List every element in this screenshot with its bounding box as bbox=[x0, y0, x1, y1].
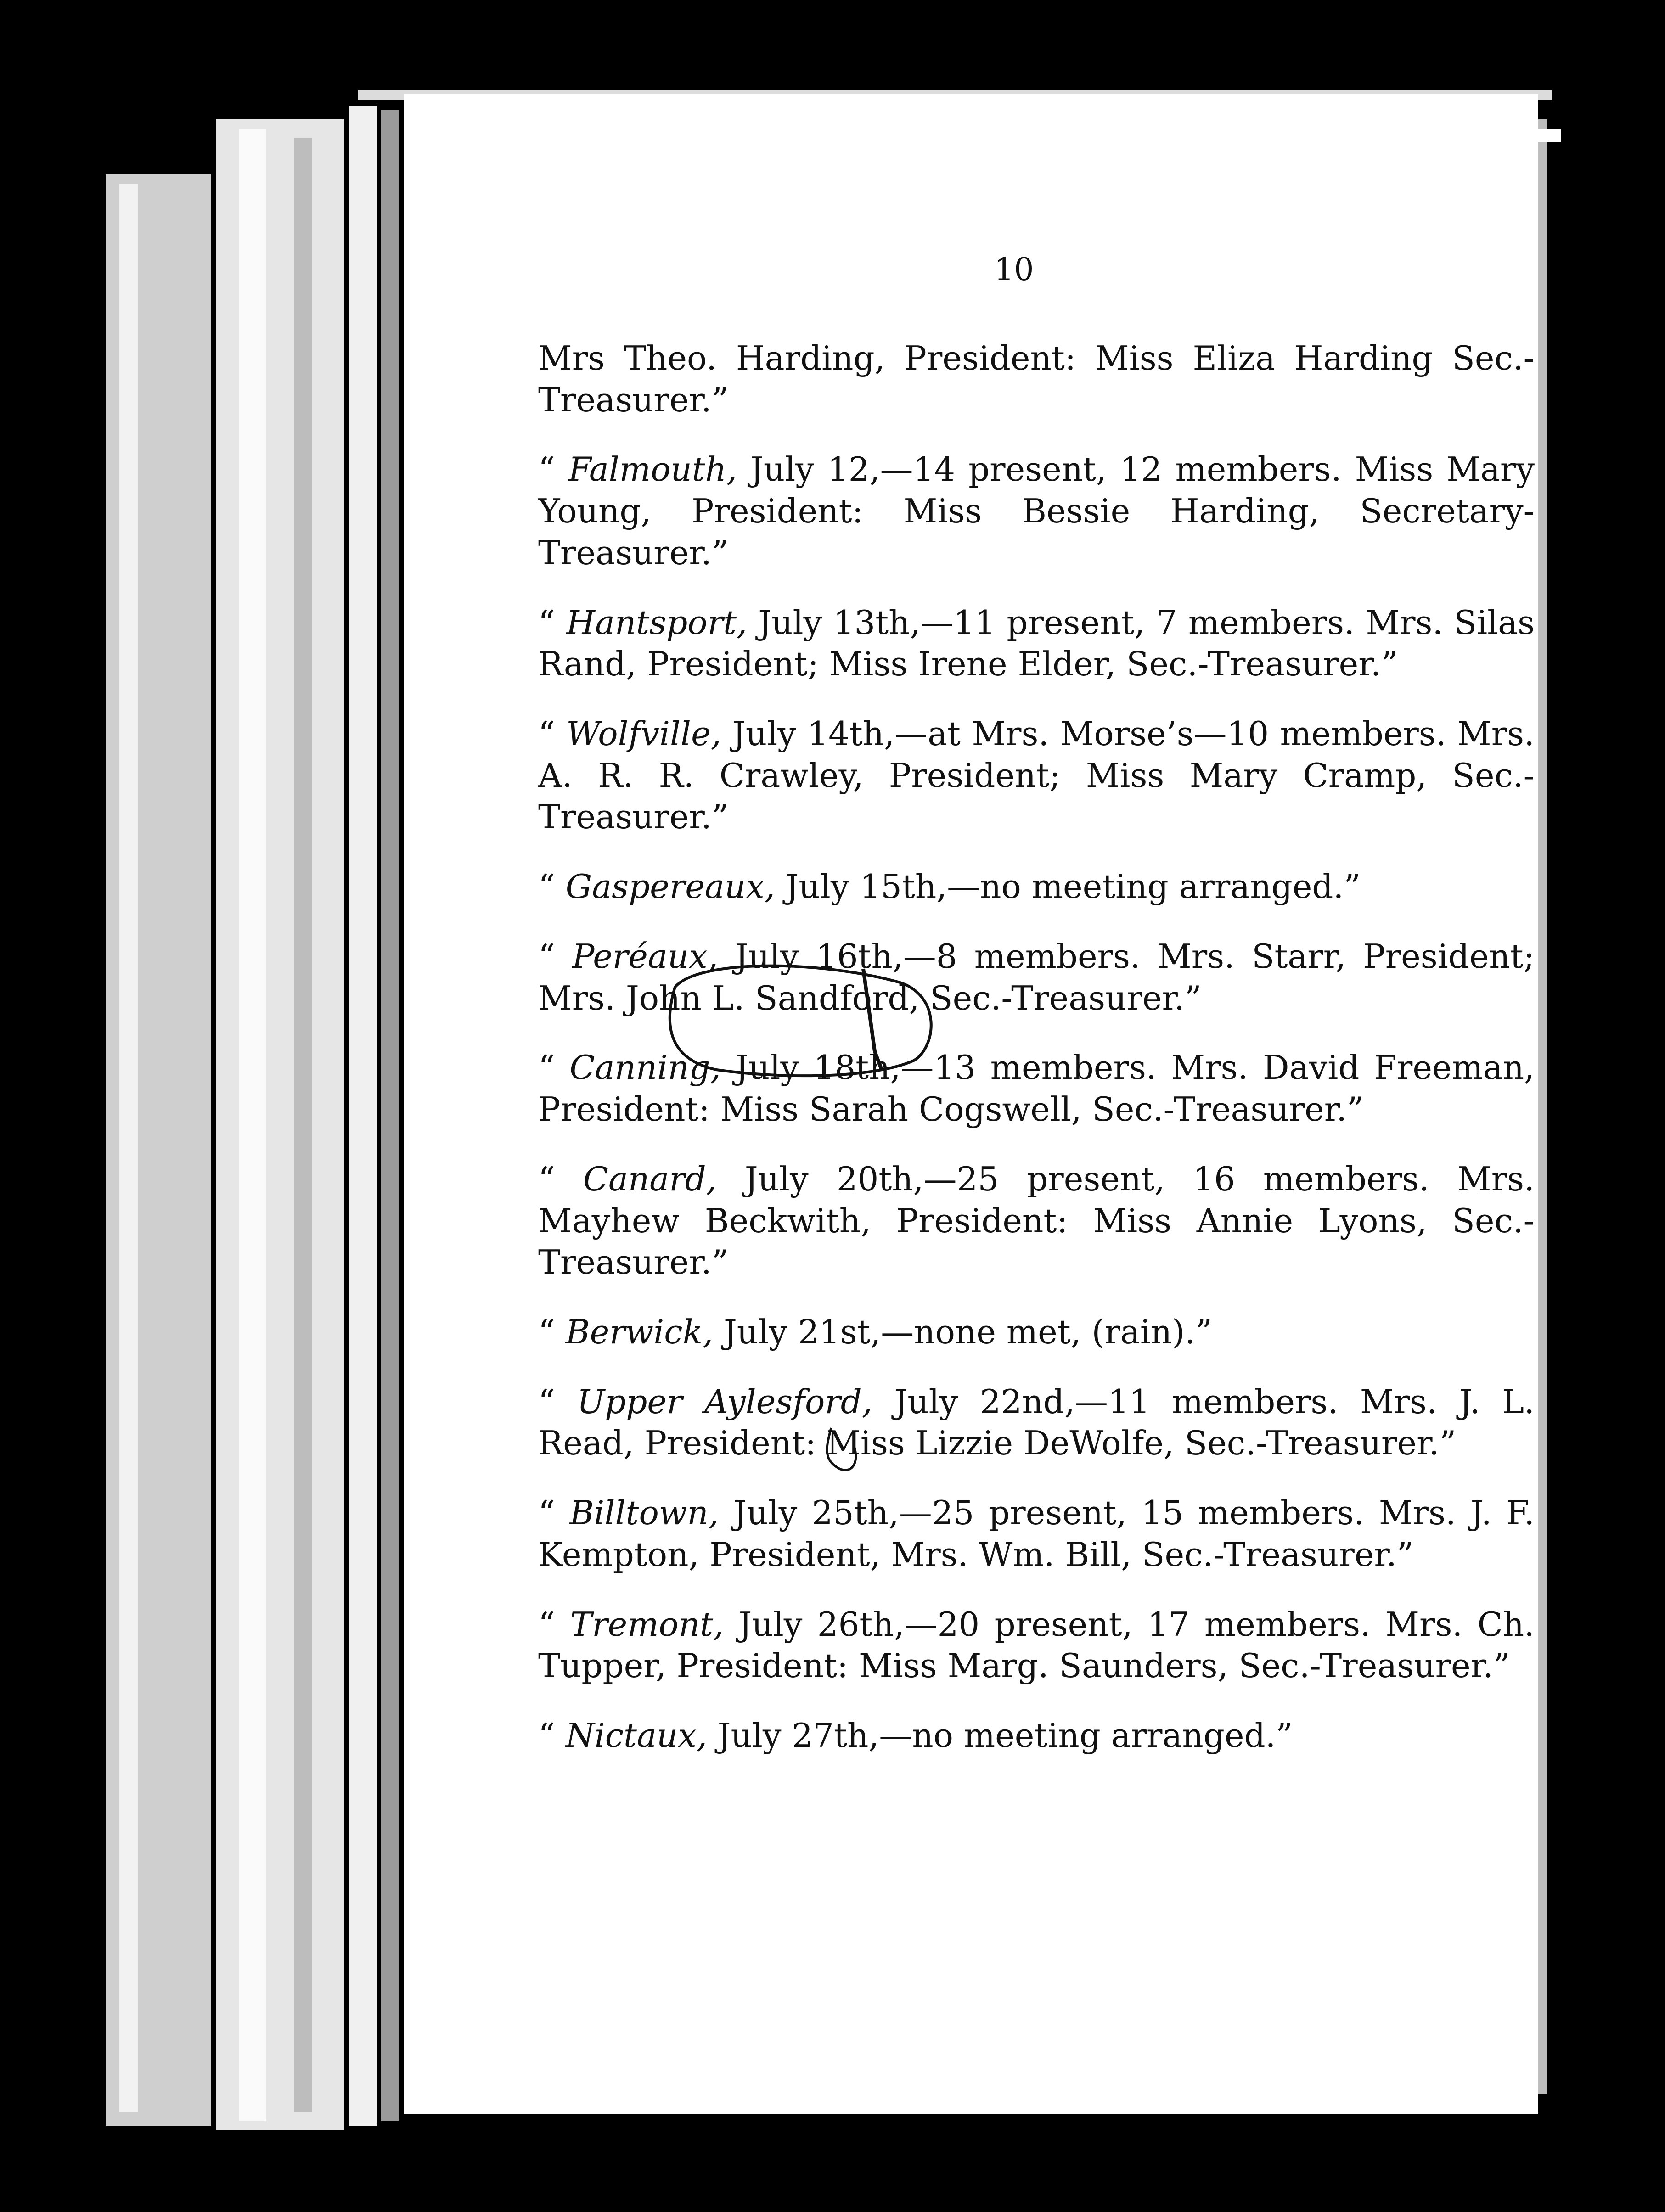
paragraph-text: July 16th,—8 members. Mrs. Starr, President; Mrs. John L. Sandford, Sec.-Treasurer.” bbox=[538, 937, 1535, 1017]
paragraph-text: July 14th,—at Mrs. Morse’s—10 members. Mrs. A. R. R. Crawley, President; Miss Mary Cramp, Sec.-Treasurer.” bbox=[538, 714, 1535, 837]
place-name: Billtown, bbox=[569, 1493, 719, 1533]
place-name: Canard, bbox=[583, 1159, 717, 1198]
place-name: Upper Aylesford, bbox=[577, 1382, 872, 1421]
paragraph-text: July 21st,—none met, (rain).” bbox=[724, 1312, 1213, 1351]
place-name: Hantsport, bbox=[566, 603, 747, 642]
quote-mark: “ bbox=[538, 714, 555, 753]
paragraph bbox=[538, 337, 1535, 421]
paragraph-text: July 26th,—20 present, 17 members. Mrs. Ch. Tupper, President: Miss Marg. Saunders, Sec.-Treasurer.” bbox=[538, 1605, 1535, 1685]
paragraph-text: July 22nd,—11 members. Mrs. J. L. Read, President: Miss Lizzie DeWolfe, Sec.-Treasurer.” bbox=[538, 1382, 1535, 1463]
paragraph bbox=[538, 1381, 1535, 1464]
paragraph-text: Mrs Theo. Harding, President: Miss Eliza Harding Sec.-Treasurer.” bbox=[538, 339, 1535, 419]
quote-mark: “ bbox=[538, 1493, 555, 1533]
text-body bbox=[538, 337, 1535, 1785]
place-name: Berwick, bbox=[565, 1312, 714, 1351]
paragraph-text: July 25th,—25 present, 15 members. Mrs. J. F. Kempton, President, Mrs. Wm. Bill, Sec.-Treasurer.” bbox=[538, 1493, 1535, 1574]
paragraph-text: July 13th,—11 present, 7 members. Mrs. Silas Rand, President; Miss Irene Elder, Sec.-Treasurer.” bbox=[538, 603, 1535, 684]
quote-mark: “ bbox=[538, 450, 555, 489]
paragraph bbox=[538, 936, 1535, 1019]
paragraph bbox=[538, 1715, 1535, 1757]
place-name: Falmouth, bbox=[568, 450, 737, 489]
place-name: Tremont, bbox=[570, 1605, 724, 1644]
quote-mark: “ bbox=[538, 1159, 555, 1198]
paragraph bbox=[538, 602, 1535, 685]
paragraph-text: July 18th,—13 members. Mrs. David Freeman, President: Miss Sarah Cogswell, Sec.-Treasurer.” bbox=[538, 1048, 1535, 1129]
place-name: Gaspereaux, bbox=[565, 867, 775, 906]
quote-mark: “ bbox=[538, 937, 555, 976]
paragraph bbox=[538, 1158, 1535, 1283]
paragraph-text: July 27th,—no meeting arranged.” bbox=[717, 1716, 1293, 1755]
quote-mark: “ bbox=[538, 1605, 555, 1644]
quote-mark: “ bbox=[538, 1382, 555, 1421]
place-name: Wolfville, bbox=[566, 714, 721, 753]
quote-mark: “ bbox=[538, 867, 555, 906]
place-name: Nictaux, bbox=[565, 1716, 707, 1755]
quote-mark: “ bbox=[538, 1048, 555, 1087]
paragraph bbox=[538, 866, 1535, 908]
quote-mark: “ bbox=[538, 1716, 555, 1755]
paragraph bbox=[538, 1492, 1535, 1575]
place-name: Canning, bbox=[569, 1048, 721, 1087]
paragraph-text: July 12,—14 present, 12 members. Miss Mary Young, President: Miss Bessie Harding, Secretary-Treasurer.” bbox=[538, 450, 1535, 572]
page-number: 10 bbox=[994, 252, 1034, 288]
paragraph bbox=[538, 449, 1535, 573]
paragraph bbox=[538, 1047, 1535, 1130]
paragraph-text: July 20th,—25 present, 16 members. Mrs. Mayhew Beckwith, President: Miss Annie Lyons, Sec.-Treasurer.” bbox=[538, 1159, 1535, 1282]
paragraph bbox=[538, 1604, 1535, 1687]
paragraph bbox=[538, 1311, 1535, 1353]
quote-mark: “ bbox=[538, 603, 555, 642]
paragraph bbox=[538, 713, 1535, 838]
paragraph-text: July 15th,—no meeting arranged.” bbox=[785, 867, 1361, 906]
quote-mark: “ bbox=[538, 1312, 555, 1351]
place-name: Peréaux, bbox=[572, 937, 718, 976]
